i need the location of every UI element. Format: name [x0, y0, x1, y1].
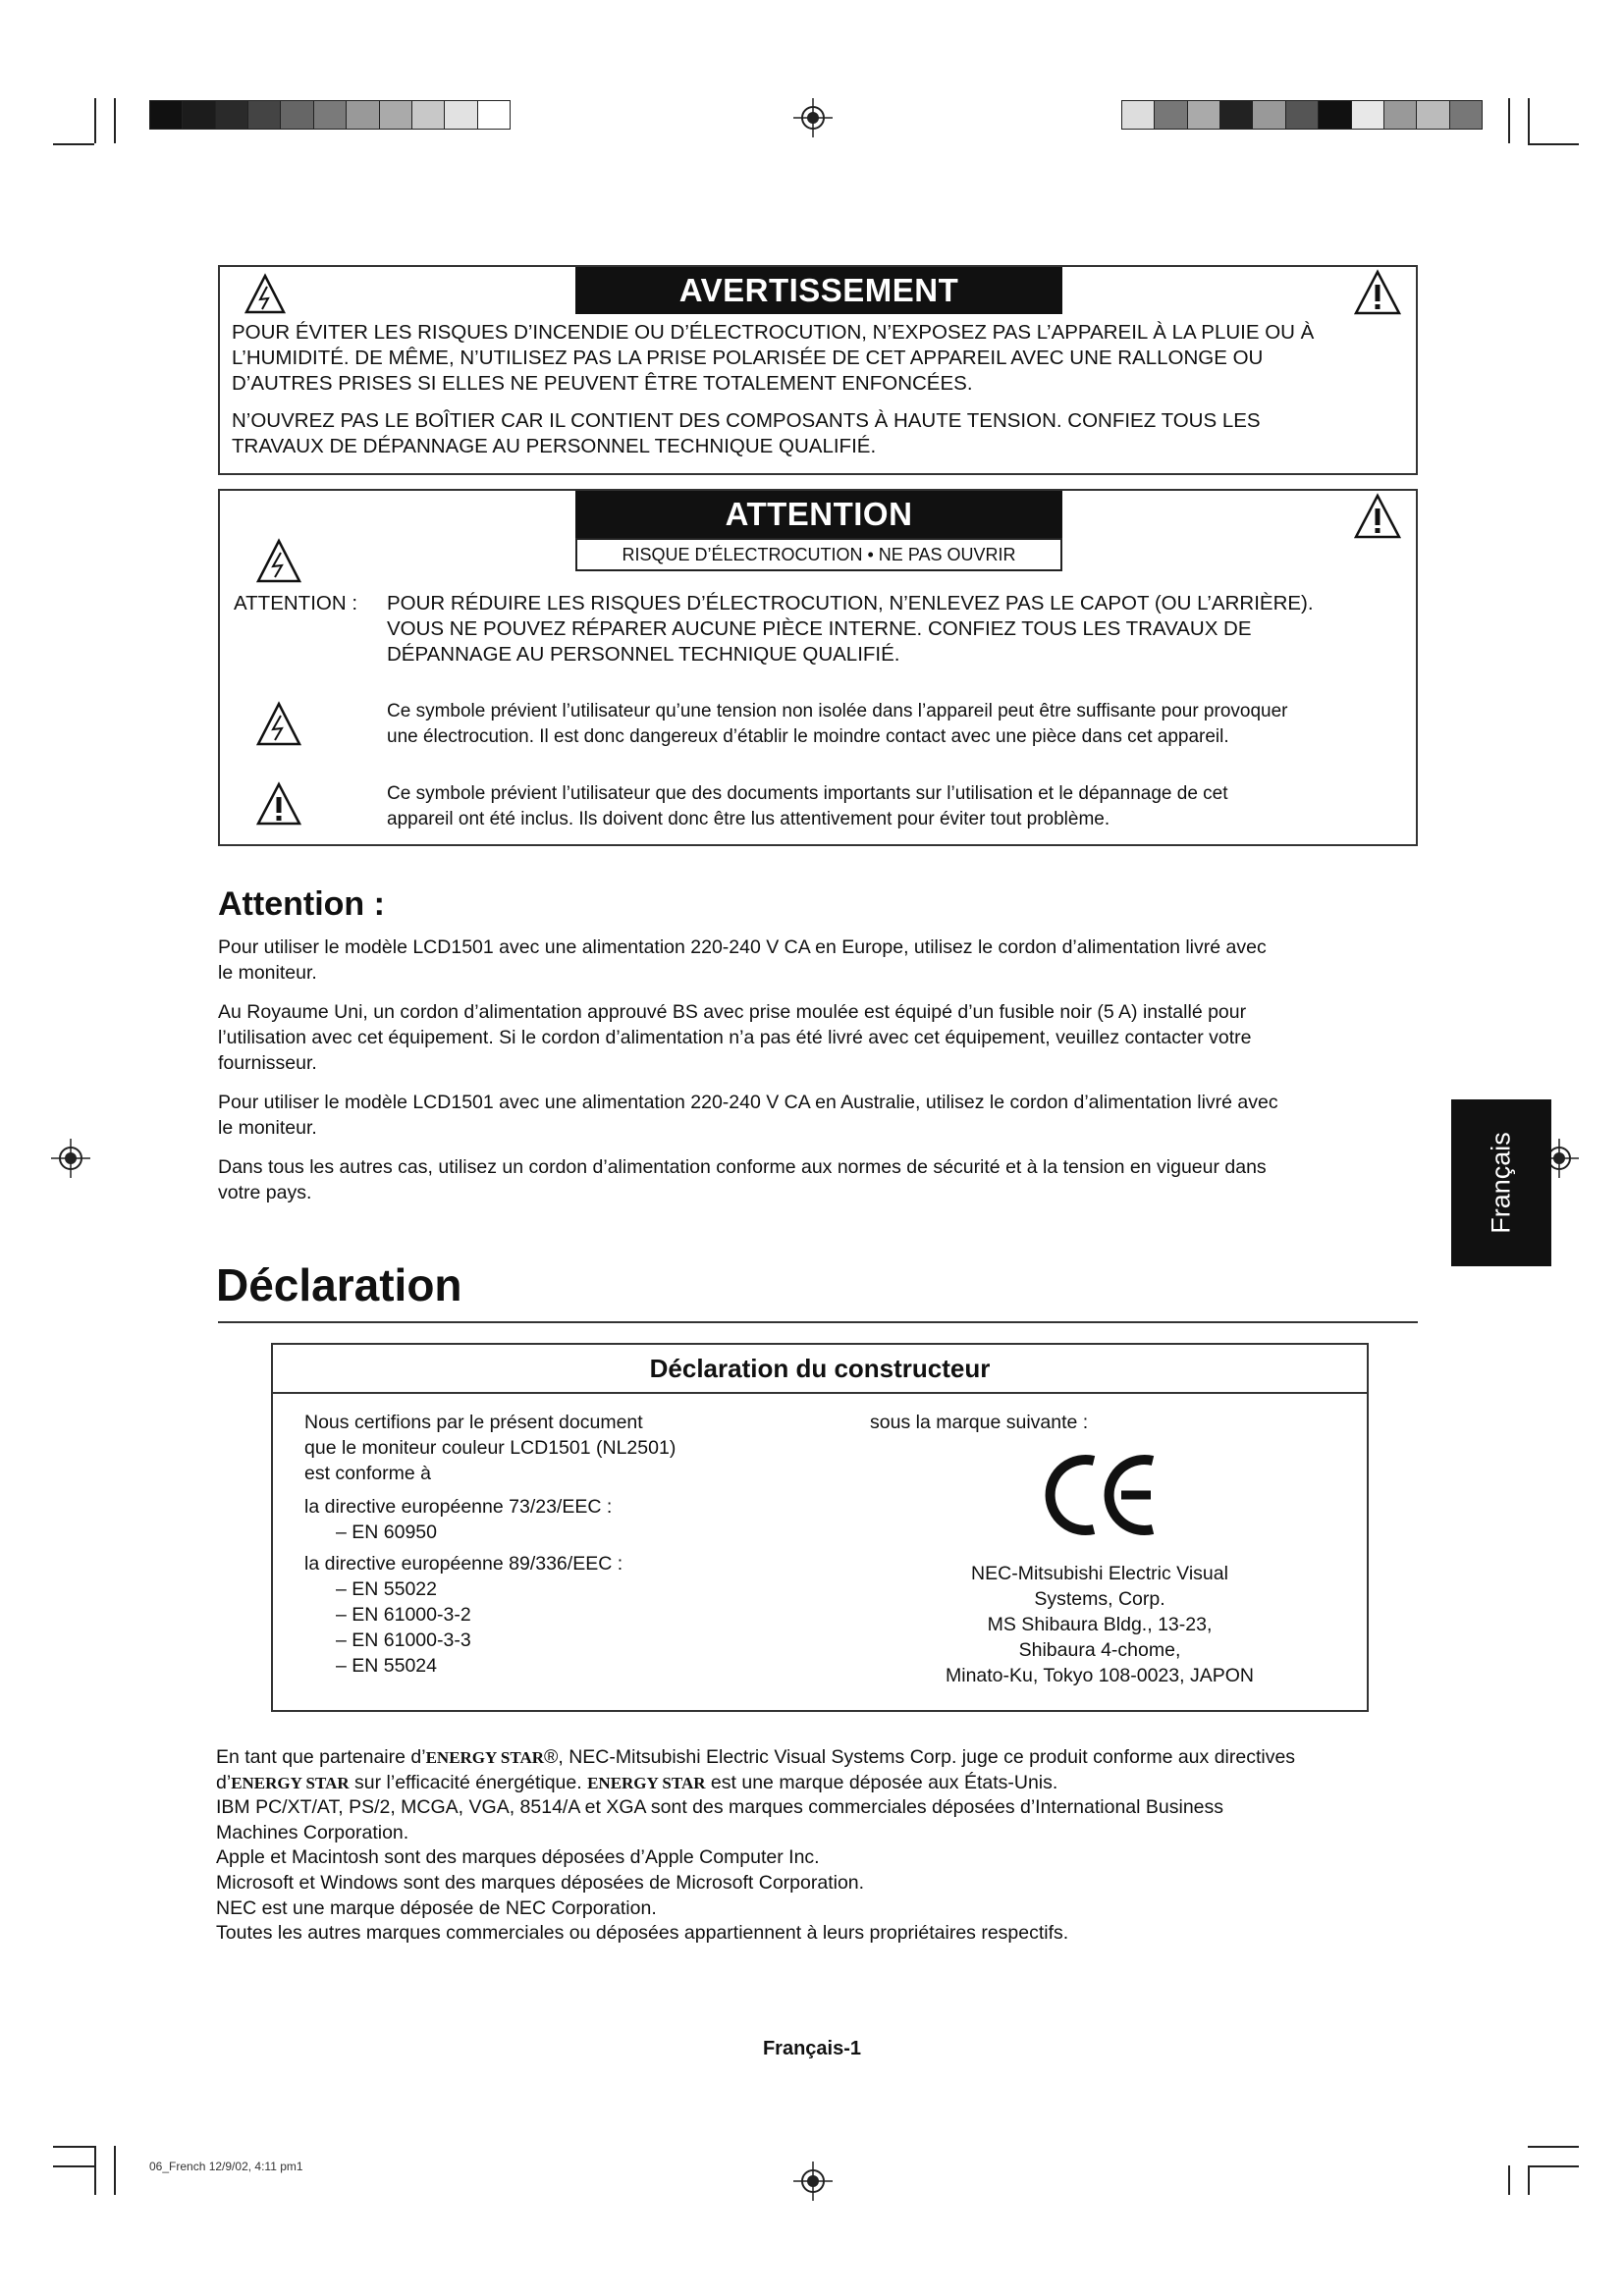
- text-line: Ce symbole prévient l’utilisateur qu’une tension non isolée dans l’appareil peut être suffisante pour provoquer: [387, 701, 1288, 721]
- attention-paragraph-2: [218, 999, 1426, 1076]
- ce-mark-text: [1043, 1451, 1161, 1539]
- text-line: que le moniteur couleur LCD1501 (NL2501): [304, 1437, 677, 1459]
- text-fragment: sur l’efficacité énergétique.: [349, 1771, 588, 1793]
- warning-box: [218, 265, 1418, 475]
- energy-star-wordmark: ENERGY STAR: [425, 1748, 545, 1767]
- declaration-box-title: Déclaration du constructeur: [273, 1345, 1367, 1394]
- text-line: – EN 61000-3-2: [336, 1604, 471, 1626]
- text-fragment: est une marque déposée aux États-Unis.: [705, 1771, 1058, 1793]
- manufacturer-address: [864, 1561, 1335, 1688]
- text-line: – EN 55024: [336, 1655, 437, 1677]
- text-line: est conforme à: [304, 1463, 431, 1484]
- text-line: – EN 61000-3-3: [336, 1629, 471, 1651]
- attention-paragraph-3: [218, 1090, 1426, 1141]
- text-line: D’AUTRES PRISES SI ELLES NE PEUVENT ÊTRE TOTALEMENT ENFONCÉES.: [232, 372, 973, 395]
- exclamation-warning-icon: [1353, 493, 1402, 540]
- exclamation-warning-icon: [255, 781, 302, 827]
- text-fragment: d’: [216, 1771, 232, 1793]
- caution-title: ATTENTION: [575, 491, 1062, 538]
- text-line: une électrocution. Il est donc dangereux d’établir le moindre contact avec une pièce dans cet appareil.: [387, 726, 1229, 747]
- text-line: Shibaura 4-chome,: [1018, 1639, 1181, 1661]
- ce-mark-intro: sous la marque suivante :: [870, 1412, 1089, 1433]
- lightning-symbol-explanation: [387, 699, 1408, 750]
- language-side-tab: [1451, 1099, 1551, 1266]
- declaration-heading: Déclaration: [216, 1259, 462, 1310]
- text-line: Toutes les autres marques commerciales ou déposées appartiennent à leurs propriétaires respectifs.: [216, 1922, 1069, 1945]
- text-line: VOUS NE POUVEZ RÉPARER AUCUNE PIÈCE INTERNE. CONFIEZ TOUS LES TRAVAUX DE: [387, 617, 1252, 640]
- warning-paragraph-2: [232, 408, 1410, 459]
- text-line: votre pays.: [218, 1182, 312, 1203]
- text-line: Au Royaume Uni, un cordon d’alimentation approuvé BS avec prise moulée est équipé d’un fusible noir (5 A) installé pour: [218, 1001, 1247, 1023]
- text-line: Pour utiliser le modèle LCD1501 avec une alimentation 220-240 V CA en Europe, utilisez le cordon d’alimentation livré avec: [218, 936, 1267, 958]
- text-line: NEC-Mitsubishi Electric Visual: [971, 1563, 1228, 1584]
- energy-star-wordmark: ENERGY STAR: [231, 1773, 350, 1792]
- text-line: POUR RÉDUIRE LES RISQUES D’ÉLECTROCUTION, N’ENLEVEZ PAS LE CAPOT (OU L’ARRIÈRE).: [387, 592, 1314, 614]
- text-line: Dans tous les autres cas, utilisez un cordon d’alimentation conforme aux normes de sécurité et à la tension en vigueur dans: [218, 1156, 1267, 1178]
- text-line: le moniteur.: [218, 1117, 317, 1139]
- text-line: fournisseur.: [218, 1052, 317, 1074]
- registration-mark-bottom-icon: [793, 2162, 833, 2201]
- text-line: MS Shibaura Bldg., 13-23,: [987, 1614, 1213, 1635]
- lightning-warning-icon: [244, 273, 287, 316]
- text-line: – EN 60950: [336, 1522, 437, 1543]
- text-line: Ce symbole prévient l’utilisateur que des documents importants sur l’utilisation et le dépannage de cet: [387, 783, 1228, 804]
- text-line: Apple et Macintosh sont des marques déposées d’Apple Computer Inc.: [216, 1846, 820, 1869]
- caution-label: ATTENTION :: [234, 592, 358, 614]
- text-line: NEC est une marque déposée de NEC Corporation.: [216, 1896, 657, 1919]
- text-line: Systems, Corp.: [1034, 1588, 1165, 1610]
- text-line: appareil ont été inclus. Ils doivent donc être lus attentivement pour éviter tout problème.: [387, 809, 1110, 829]
- text-line: DÉPANNAGE AU PERSONNEL TECHNIQUE QUALIFIÉ.: [387, 643, 900, 666]
- text-line: la directive européenne 89/336/EEC :: [304, 1553, 623, 1575]
- energy-star-line-1: [216, 1745, 1434, 1771]
- lightning-warning-icon: [255, 701, 302, 748]
- attention-paragraph-1: [218, 934, 1426, 986]
- warning-paragraph-1: [232, 320, 1410, 397]
- text-line: l’utilisation avec cet équipement. Si le cordon d’alimentation n’a pas été livré avec cet équipement, veuillez contacter votre: [218, 1027, 1252, 1048]
- side-tab-label: Français: [1486, 1132, 1516, 1234]
- energy-star-wordmark: ENERGY STAR: [587, 1773, 706, 1792]
- declaration-rule: [218, 1321, 1418, 1323]
- text-line: Minato-Ku, Tokyo 108-0023, JAPON: [946, 1665, 1254, 1686]
- registration-mark-left-icon: [51, 1139, 90, 1178]
- color-calibration-strip-left: [149, 100, 511, 130]
- text-line: Microsoft et Windows sont des marques déposées de Microsoft Corporation.: [216, 1871, 865, 1894]
- text-line: le moniteur.: [218, 962, 317, 984]
- text-line: la directive européenne 73/23/EEC :: [304, 1496, 613, 1518]
- registration-mark-top-icon: [793, 98, 833, 137]
- text-line: Machines Corporation.: [216, 1821, 409, 1843]
- text-line: – EN 55022: [336, 1578, 437, 1600]
- caution-main-text: [387, 591, 1408, 667]
- exclamation-warning-icon: [1353, 269, 1402, 316]
- energy-star-line-2: [216, 1771, 1434, 1796]
- page-number: Français-1: [762, 2038, 862, 2059]
- color-calibration-strip-right: [1121, 100, 1483, 130]
- text-line: IBM PC/XT/AT, PS/2, MCGA, VGA, 8514/A et XGA sont des marques commerciales déposées d’International Business: [216, 1796, 1224, 1819]
- text-line: Nous certifions par le présent document: [304, 1412, 643, 1433]
- trademark-notices: [216, 1745, 1434, 1947]
- text-fragment: ®, NEC-Mitsubishi Electric Visual Systems Corp. juge ce produit conforme aux directives: [544, 1746, 1296, 1768]
- text-fragment: En tant que partenaire d’: [216, 1746, 426, 1768]
- attention-paragraph-4: [218, 1154, 1426, 1205]
- text-line: N’OUVREZ PAS LE BOÎTIER CAR IL CONTIENT DES COMPOSANTS À HAUTE TENSION. CONFIEZ TOUS LES: [232, 409, 1261, 432]
- exclamation-symbol-explanation: [387, 781, 1408, 832]
- caution-subtitle: RISQUE D’ÉLECTROCUTION • NE PAS OUVRIR: [575, 538, 1062, 571]
- caution-box: [218, 489, 1418, 846]
- warning-title: AVERTISSEMENT: [575, 267, 1062, 314]
- attention-heading: Attention :: [218, 885, 385, 923]
- lightning-warning-icon: [255, 538, 302, 585]
- text-line: Pour utiliser le modèle LCD1501 avec une alimentation 220-240 V CA en Australie, utilisez le cordon d’alimentation livré avec: [218, 1092, 1278, 1113]
- text-line: TRAVAUX DE DÉPANNAGE AU PERSONNEL TECHNIQUE QUALIFIÉ.: [232, 435, 877, 457]
- text-line: L’HUMIDITÉ. DE MÊME, N’UTILISEZ PAS LA PRISE POLARISÉE DE CET APPAREIL AVEC UNE RALLONGE OU: [232, 347, 1264, 369]
- text-line: POUR ÉVITER LES RISQUES D’INCENDIE OU D’ÉLECTROCUTION, N’EXPOSEZ PAS L’APPAREIL À LA PLUIE OU À: [232, 321, 1315, 344]
- print-slug: 06_French 12/9/02, 4:11 pm1: [149, 2160, 303, 2173]
